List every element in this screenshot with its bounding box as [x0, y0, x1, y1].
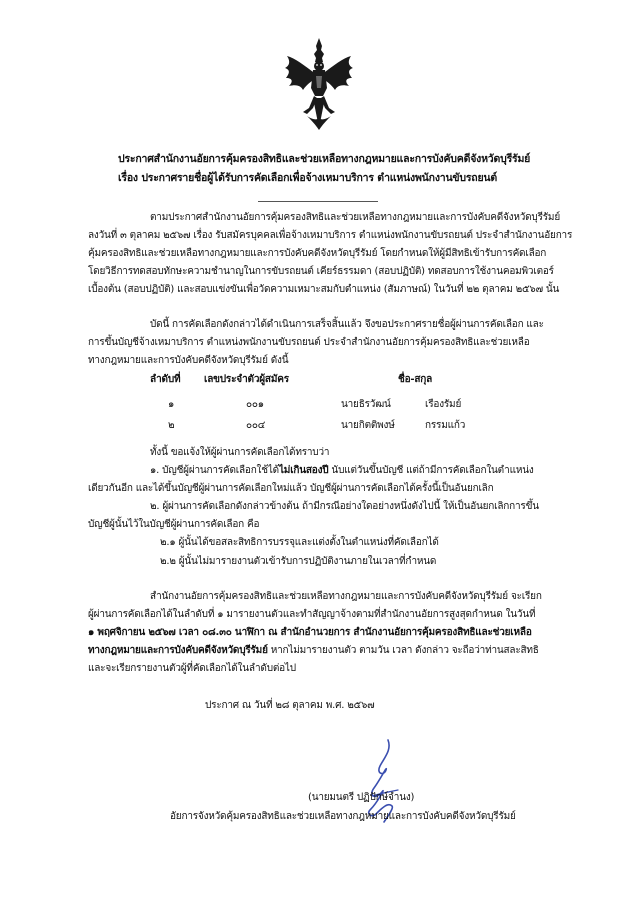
- condition-1-line1: [150, 464, 534, 478]
- para3-line4-suffix: หากไม่มารายงานตัว ตามวัน เวลา ดังกล่าว จะถือว่าท่านสละสิทธิ: [267, 645, 539, 656]
- announcement-subject: เรื่อง ประกาศรายชื่อผู้ได้รับการคัดเลือกเพื่อจ้างเหมาบริการ ตำแหน่งพนักงานขับรถยนต์: [118, 172, 498, 184]
- para3-line3: ๑ พฤศจิกายน ๒๕๖๗ เวลา ๐๘.๓๐ นาฬิกา ณ สำนักอำนวยการ สำนักงานอัยการคุ้มครองสิทธิและช่วยเหลือ: [88, 627, 532, 638]
- row-rank: ๒: [168, 420, 175, 431]
- table-header-rank: ลำดับที่: [150, 374, 181, 385]
- para2-line2: การขึ้นบัญชีจ้างเหมาบริการ ตำแหน่งพนักงานขับรถยนต์ ประจำสำนักงานอัยการคุ้มครองสิทธิและช่วยเหลือ: [88, 337, 530, 348]
- conditions-intro: ทั้งนี้ ขอแจ้งให้ผู้ผ่านการคัดเลือกได้ทราบว่า: [150, 447, 330, 458]
- condition-1-line2: เดียวกันอีก และได้ขึ้นบัญชีผู้ผ่านการคัดเลือกใหม่แล้ว บัญชีผู้ผ่านการคัดเลือกได้ครั้งนี้เป็นอันยกเลิก: [88, 483, 494, 494]
- row-last-name: เรืองรัมย์: [425, 399, 462, 410]
- para3-line2: ผู้ผ่านการคัดเลือกได้ในลำดับที่ ๑ มารายงานตัวและทำสัญญาจ้างตามที่สำนักงานอัยการสูงสุดกำหนด ในวันที่: [88, 609, 536, 620]
- row-applicant-id: ๐๐๑: [246, 399, 264, 410]
- condition-2-2: ๒.๒ ผู้นั้นไม่มารายงานตัวเข้ารับการปฏิบัติงานภายในเวลาที่กำหนด: [160, 556, 437, 567]
- table-header-applicant-id: เลขประจำตัวผู้สมัคร: [204, 374, 289, 385]
- para1-line3: คุ้มครองสิทธิและช่วยเหลือทางกฎหมายและการบังคับคดีจังหวัดบุรีรัมย์ โดยกำหนดให้ผู้มีสิทธิเข้ารับการคัดเลือก: [88, 248, 547, 259]
- row-rank: ๑: [168, 399, 175, 410]
- garuda-emblem-icon: [283, 36, 355, 132]
- para3-office-name: ทางกฎหมายและการบังคับคดีจังหวัดบุรีรัมย์: [88, 645, 268, 656]
- para1-line2: ลงวันที่ ๓ ตุลาคม ๒๕๖๗ เรื่อง รับสมัครบุคคลเพื่อจ้างเหมาบริการ ตำแหน่งพนักงานขับรถยนต์ ประจำสำนักงานอัยการ: [88, 230, 573, 241]
- para2-line1: บัดนี้ การคัดเลือกดังกล่าวได้ดำเนินการเสร็จสิ้นแล้ว จึงขอประกาศรายชื่อผู้ผ่านการคัดเลือก และ: [150, 319, 544, 330]
- para1-line1: ตามประกาศสำนักงานอัยการคุ้มครองสิทธิและช่วยเหลือทางกฎหมายและการบังคับคดีจังหวัดบุรีรัมย์: [150, 212, 560, 223]
- announcement-date: ประกาศ ณ วันที่ ๒๘ ตุลาคม พ.ศ. ๒๕๖๗: [205, 700, 375, 711]
- condition-2-line1: ๒. ผู้ผ่านการคัดเลือกดังกล่าวข้างต้น ถ้ามีกรณีอย่างใดอย่างหนึ่งดังไปนี้ ให้เป็นอันยกเลิกการขึ้น: [150, 501, 539, 512]
- condition-2-line2: บัญชีผู้นั้นไว้ในบัญชีผู้ผ่านการคัดเลือก คือ: [88, 519, 260, 530]
- header-divider: [258, 201, 378, 202]
- row-first-name: นายธิรวัฒน์: [341, 399, 391, 410]
- para3-line1: สำนักงานอัยการคุ้มครองสิทธิและช่วยเหลือทางกฎหมายและการบังคับคดีจังหวัดบุรีรัมย์ จะเรียก: [150, 591, 542, 602]
- signer-name: (นายมนตรี ปฏิปักษ์จำนง): [308, 792, 415, 803]
- condition-2-1: ๒.๑ ผู้นั้นได้ขอสละสิทธิการบรรจุและแต่งตั้งในตำแหน่งที่คัดเลือกได้: [160, 537, 439, 548]
- announcement-title: ประกาศสำนักงานอัยการคุ้มครองสิทธิและช่วยเหลือทางกฎหมายและการบังคับคดีจังหวัดบุรีรัมย์: [118, 153, 531, 165]
- row-first-name: นายกิตติพงษ์: [341, 420, 395, 431]
- para3-line5: และจะเรียกรายงานตัวผู้ที่คัดเลือกได้ในลำดับต่อไป: [88, 663, 296, 674]
- para2-line3: ทางกฎหมายและการบังคับคดีจังหวัดบุรีรัมย์ ดังนี้: [88, 355, 289, 366]
- condition-1-prefix: ๑. บัญชีผู้ผ่านการคัดเลือกใช้ได้: [150, 465, 279, 476]
- para1-line4: โดยวิธีการทดสอบทักษะความชำนาญในการขับรถยนต์ เคียร์ธรรมดา (สอบปฏิบัติ) ทดสอบการใช้งานคอมพิวเตอร์: [88, 266, 554, 277]
- para1-line5: เบื้องต้น (สอบปฏิบัติ) และสอบแข่งขันเพื่อวัดความเหมาะสมกับตำแหน่ง (สัมภาษณ์) ในวันที่ ๒๒ ตุลาคม ๒๕๖๗ นั้น: [88, 284, 560, 295]
- condition-1-suffix: นับแต่วันขึ้นบัญชี แต่ถ้ามีการคัดเลือกในตำแหน่ง: [328, 465, 534, 476]
- signer-position: อัยการจังหวัดคุ้มครองสิทธิและช่วยเหลือทางกฎหมายและการบังคับคดีจังหวัดบุรีรัมย์: [170, 811, 516, 822]
- row-last-name: กรรมแก้ว: [425, 420, 466, 431]
- table-header-name: ชื่อ-สกุล: [398, 374, 433, 385]
- para3-line4: [88, 644, 539, 658]
- row-applicant-id: ๐๐๔: [246, 420, 266, 431]
- condition-1-emphasis: ไม่เกินสองปี: [278, 465, 329, 476]
